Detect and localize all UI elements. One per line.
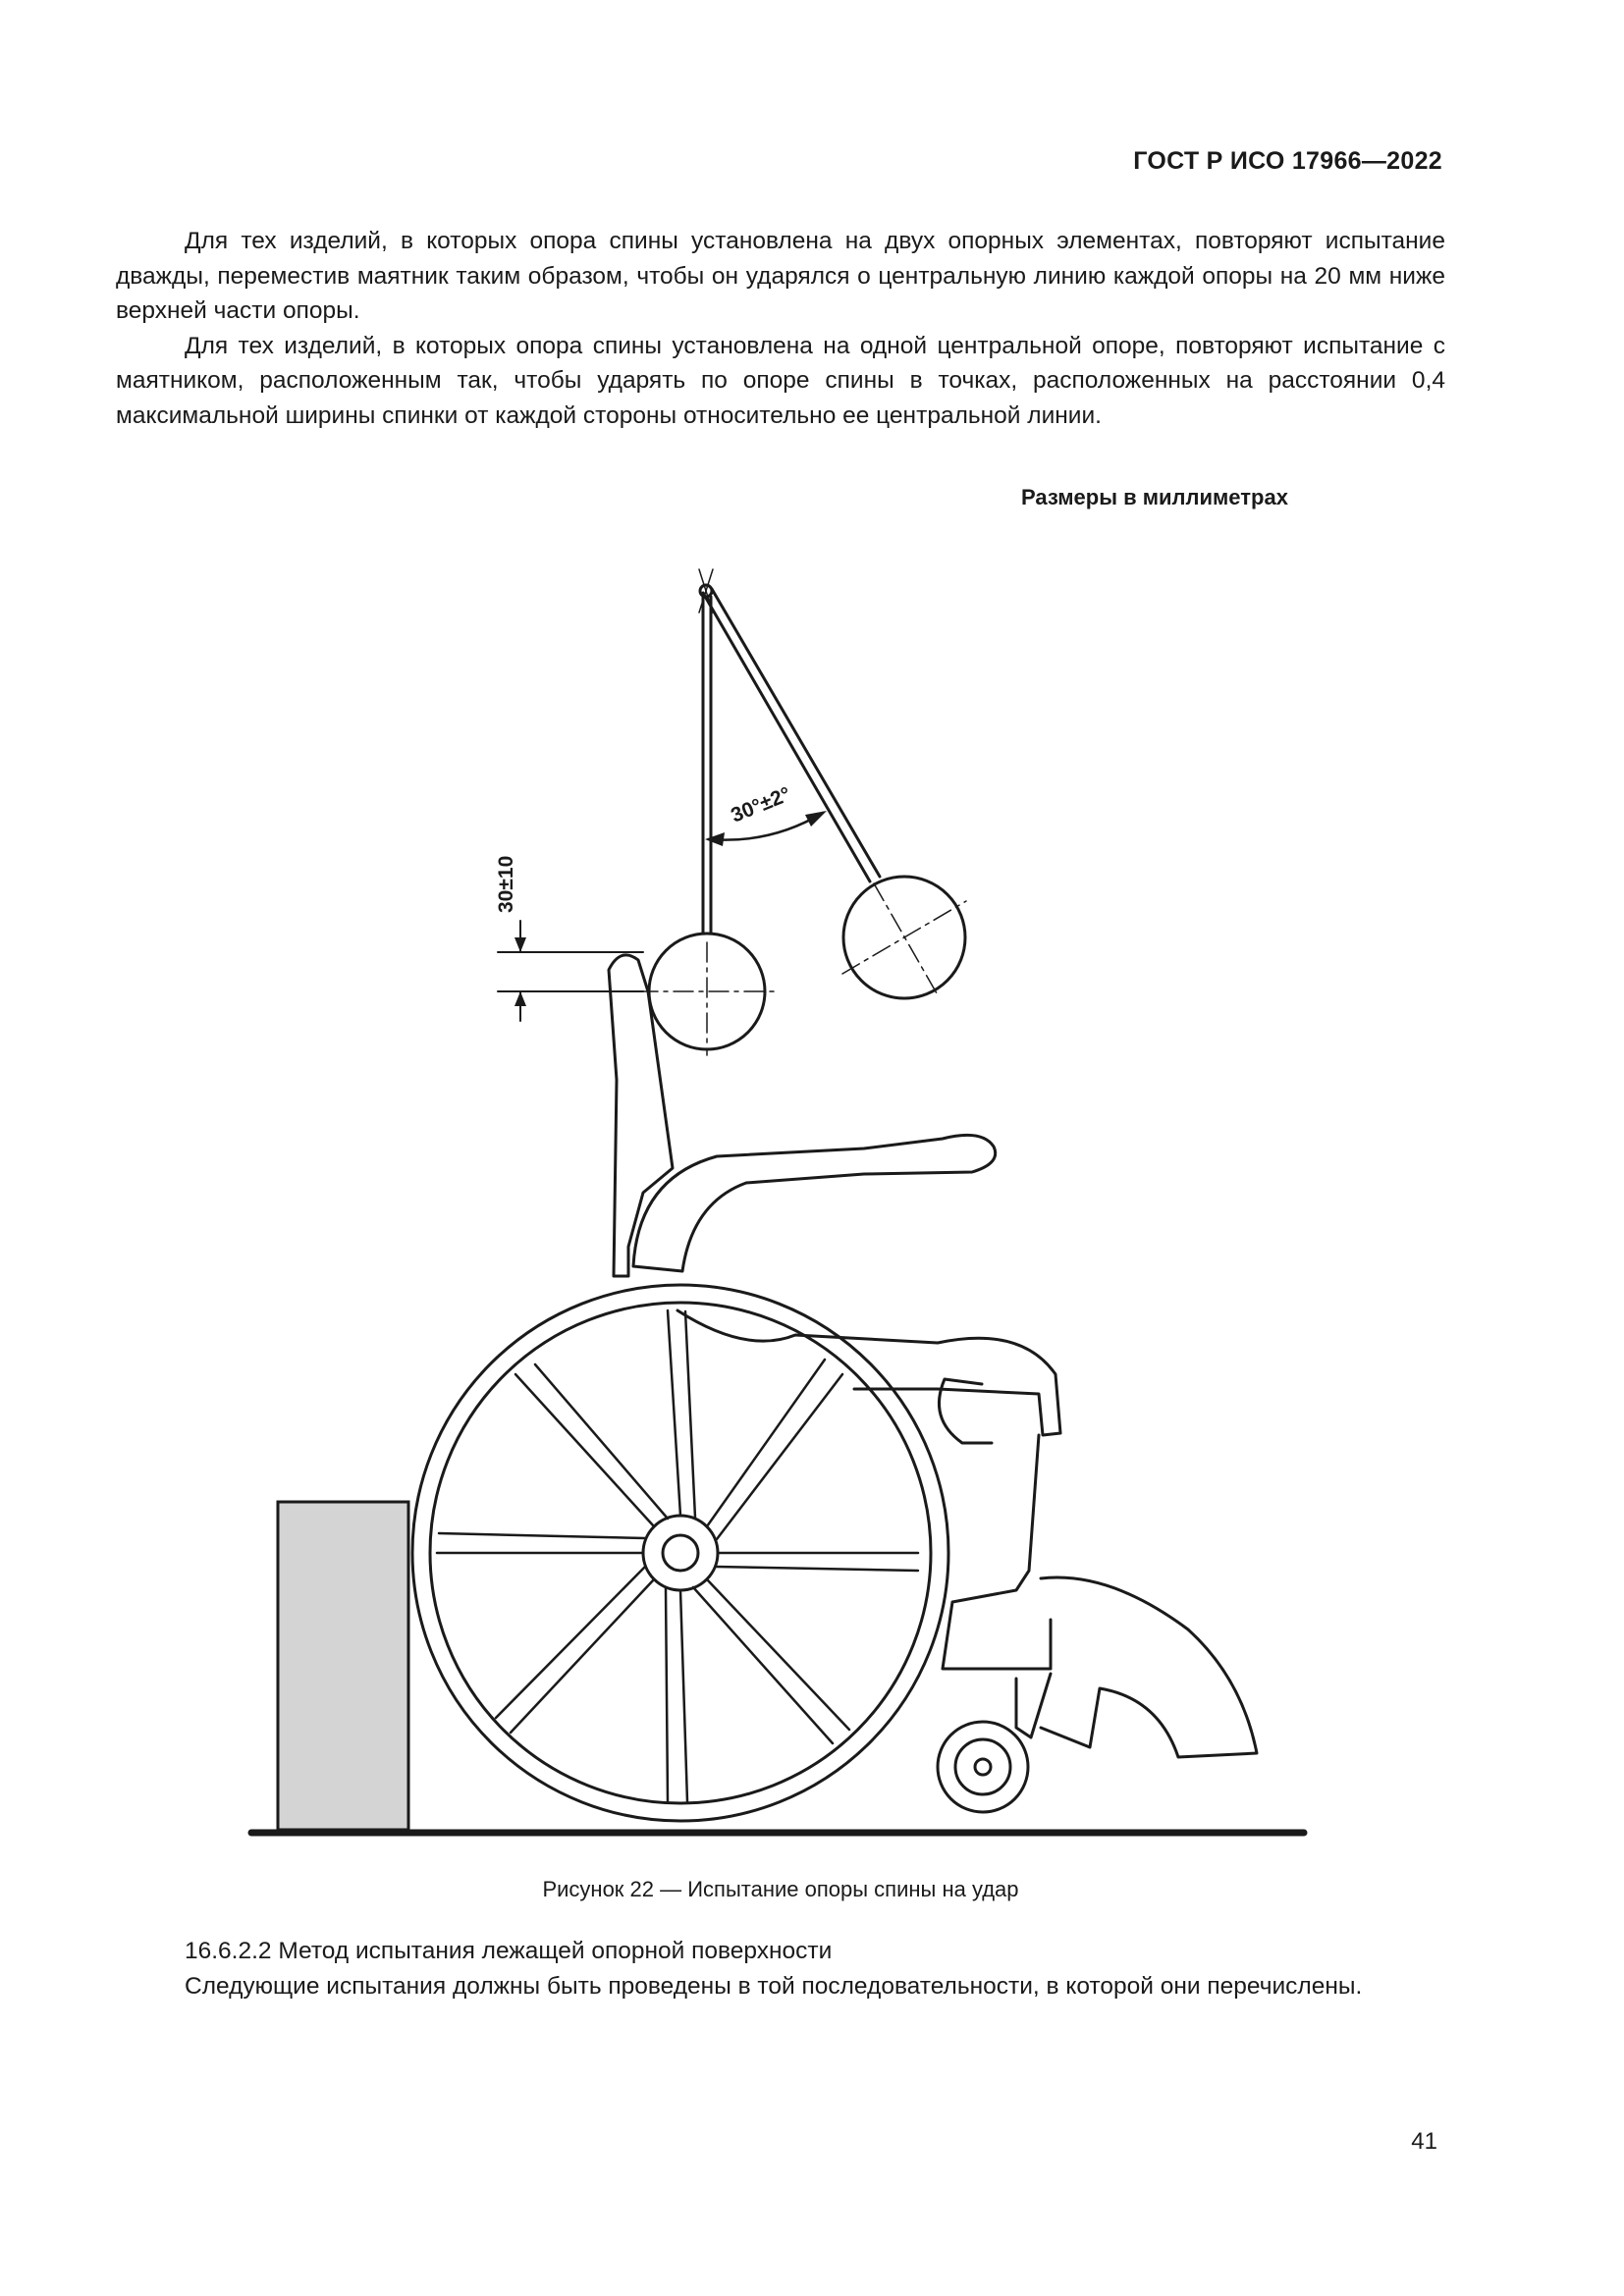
armrest xyxy=(633,1135,996,1271)
intro-paragraph-2: Для тех изделий, в которых опора спины установлена на одной центральной опоре, повторяют испытание с маятником, расположенным так, чтобы ударять по опоре спины в точках, расположенных на расстоянии 0,4 максимальной ширины спинки от каждой стороны относительно ее центральной линии. xyxy=(116,332,1445,429)
intro-paragraph-1: Для тех изделий, в которых опора спины установлена на двух опорных элементах, повторяют испытание дважды, переместив маятник таким образом, чтобы он ударялся о центральную линию каждой опоры на 20 мм ниже верхней части опоры. xyxy=(116,228,1445,324)
section-text xyxy=(116,1934,1445,2003)
height-label: 30±10 xyxy=(495,855,517,913)
section-paragraph: Следующие испытания должны быть проведены в той последовательности, в которой они перечислены. xyxy=(185,1972,1363,2000)
figure-caption: Рисунок 22 — Испытание опоры спины на удар xyxy=(542,1877,1019,1901)
section-heading: 16.6.2.2 Метод испытания лежащей опорной поверхности xyxy=(185,1938,833,1964)
angle-arc xyxy=(709,813,823,840)
footrest xyxy=(1041,1577,1257,1757)
front-caster xyxy=(938,1722,1028,1812)
seat-frame xyxy=(677,1310,1060,1435)
angle-label: 30°±2° xyxy=(728,782,794,828)
backstop-block xyxy=(278,1502,408,1830)
page-number: 41 xyxy=(1411,2128,1437,2155)
units-note: Размеры в миллиметрах xyxy=(1021,485,1288,509)
pendulum-arm-swung xyxy=(703,593,870,881)
document-code: ГОСТ Р ИСО 17966—2022 xyxy=(1133,147,1442,175)
